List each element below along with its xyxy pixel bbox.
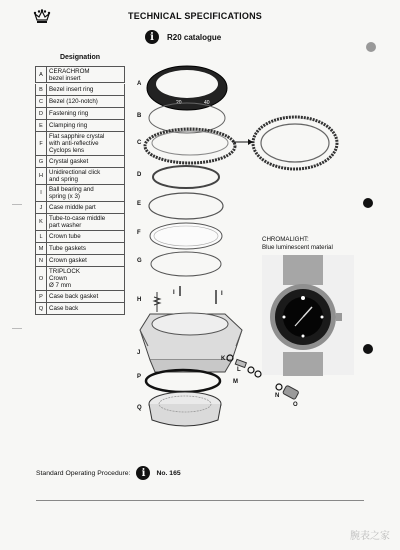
designation-line: Tube gaskets [49,245,86,252]
info-icon: i [136,466,150,480]
designation-line: Fastening ring [49,110,89,117]
designation-line: CERACHROM [49,67,90,75]
designation-line: Crystal gasket [49,158,89,165]
row-letter: F [36,132,47,155]
designation-line: bezel insert [49,74,81,82]
sop-footer [36,466,181,480]
chromalight-subtitle: Blue luminescent material [262,244,333,251]
clamping-ring-part [149,193,223,219]
part-label-q: Q [137,405,142,411]
table-heading: Designation [59,54,101,61]
designation-line: Bezel insert ring [49,86,94,93]
row-letter: A [36,67,47,82]
part-label-n: N [275,393,280,399]
designation-line: with anti-reflective [49,140,99,147]
row-letter: E [36,120,47,131]
designation-line: Tube-to-case middle [49,215,106,222]
part-label-m: M [233,379,238,385]
part-label-c: C [137,140,142,146]
designation-line: spring (x 3) [49,193,80,200]
row-letter: G [36,156,47,167]
part-label-d: D [137,172,142,178]
designation-line: Case back gasket [49,293,99,300]
part-label-o: O [293,402,298,408]
bezel-detail-part [232,117,337,169]
watch-photo [262,255,354,376]
row-letter: L [36,231,47,242]
part-label-g: G [137,258,142,264]
page-title: TECHNICAL SPECIFICATIONS [128,11,262,21]
crystal-gasket-part [151,252,221,276]
watermark: 腕表之家 [350,531,390,542]
row-letter: Q [36,303,47,314]
row-letter: D [36,108,47,119]
part-label-j: J [137,350,141,356]
part-label-f: F [137,230,141,236]
bezel-numeral: 20 [176,100,182,106]
row-letter: H [36,168,47,184]
row-letter: O [36,267,47,290]
designation-line: Crown [49,275,67,282]
row-letter: B [36,84,47,95]
row-letter: N [36,255,47,266]
row-letter: J [36,202,47,213]
part-label-p: P [137,374,142,380]
designation-line: Crown tube [49,233,81,240]
designation-line: Clamping ring [49,122,88,129]
info-icon: i [145,30,159,44]
catalogue-label: R20 catalogue [167,32,222,42]
designation-line: Case middle part [49,204,96,211]
designation-line: Case back [49,305,79,312]
part-label-a: A [137,81,142,87]
part-label-i: I [173,290,175,296]
sop-number: No. 165 [156,469,181,477]
footer-divider [36,500,364,501]
bezel-120-notch-part [145,129,235,163]
part-label-b: B [137,113,142,119]
sapphire-crystal-part [150,223,222,249]
bezel-numeral: 40 [204,100,210,106]
designation-line: Crown gasket [49,257,87,264]
designation-line: Bezel (120-notch) [49,98,98,105]
fastening-ring-part [153,166,219,188]
designation-line: Cyclops lens [49,147,85,154]
part-label-e: E [137,201,142,207]
part-label-k: K [221,356,226,362]
case-back-gasket-part [146,370,220,392]
designation-line: Flat sapphire crystal [49,133,105,140]
designation-line: Ball bearing and [49,186,94,193]
sop-label: Standard Operating Procedure: [36,469,131,477]
case-back-part [149,392,221,426]
designation-line: part washer [49,222,82,229]
chromalight-title: CHROMALIGHT: [262,236,309,243]
part-label-i-right: I [221,291,223,297]
part-label-l: L [237,367,241,373]
row-letter: M [36,243,47,254]
part-label-h: H [137,297,142,303]
designation-line: and spring [49,176,78,183]
designation-line: Unidirectional click [49,169,101,176]
chromalight-caption [262,236,333,252]
click-spring-part [154,286,216,312]
case-middle-part [140,313,242,372]
designation-line: Ø 7 mm [49,282,72,289]
designation-line: TRIPLOCK [49,268,80,275]
row-letter: P [36,291,47,302]
row-letter: I [36,185,47,201]
row-letter: C [36,96,47,107]
row-letter: K [36,214,47,230]
